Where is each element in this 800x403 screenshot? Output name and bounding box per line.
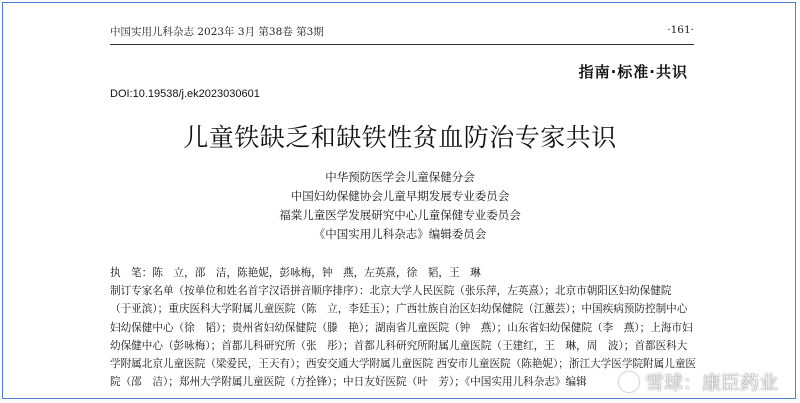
organization-line: 中国妇幼保健协会儿童早期发展专业委员会: [290, 189, 510, 203]
running-header: [110, 24, 694, 44]
expert-list-line: 院（邵 洁）；郑州大学附属儿童医院（方拴锋）；中日友好医院（叶 芳）；《中国实用儿科杂志》编辑: [110, 376, 587, 389]
watermark-text: 雪球：康臣药业: [644, 372, 778, 394]
organization-line: 《中国实用儿科杂志》编辑委员会: [313, 227, 487, 241]
expert-list-line: 幼保健中心（彭咏梅）；首都儿科研究所（张 彤）；首都儿科研究所附属儿童医院（王建红，王 琳，周 波）；首都医科大: [110, 339, 688, 352]
journal-issue: 中国实用儿科杂志 2023年 3月 第38卷 第3期: [110, 26, 324, 38]
expert-list-line: 学附属北京儿童医院（梁爱民，王天有）；西安交通大学附属儿童医院 西安市儿童医院（陈艳妮）；浙江大学医学院附属儿童医: [110, 357, 697, 370]
header-rule: [110, 44, 694, 45]
xueqiu-logo-icon: [619, 372, 639, 392]
writers-line: 执 笔：陈 立，邵 洁，陈艳妮，彭咏梅，钟 燕，左英熹，徐 韬，王 琳: [110, 267, 481, 279]
organization-line: 福棠儿童医学发展研究中心儿童保健专业委员会: [279, 208, 521, 222]
author-list: [110, 264, 700, 391]
organization-line: 中华预防医学会儿童保健分会: [325, 170, 475, 184]
expert-list-line: 制订专家名单（按单位和姓名首字汉语拼音顺序排序）：北京大学人民医院（张乐萍，左英熹）；北京市朝阳区妇幼保健院: [110, 285, 672, 298]
watermark: [619, 368, 778, 395]
expert-list-line: （于亚滨）；重庆医科大学附属儿童医院（陈 立，李廷玉）；广西壮族自治区妇幼保健院（江蕙芸）；中国疾病预防控制中心: [110, 303, 688, 316]
expert-list-line: 妇幼保健中心（徐 韬）；贵州省妇幼保健院（滕 艳）；湖南省儿童医院（钟 燕）；山东省妇幼保健院（李 燕）；上海市妇: [110, 321, 693, 334]
section-tag: 指南·标准·共识: [578, 63, 688, 81]
page-number: ·161·: [667, 24, 694, 36]
author-organizations: [0, 168, 800, 244]
doi: DOI:10.19538/j.ek2023030601: [110, 88, 260, 100]
article-title: 儿童铁缺乏和缺铁性贫血防治专家共识: [183, 123, 617, 152]
